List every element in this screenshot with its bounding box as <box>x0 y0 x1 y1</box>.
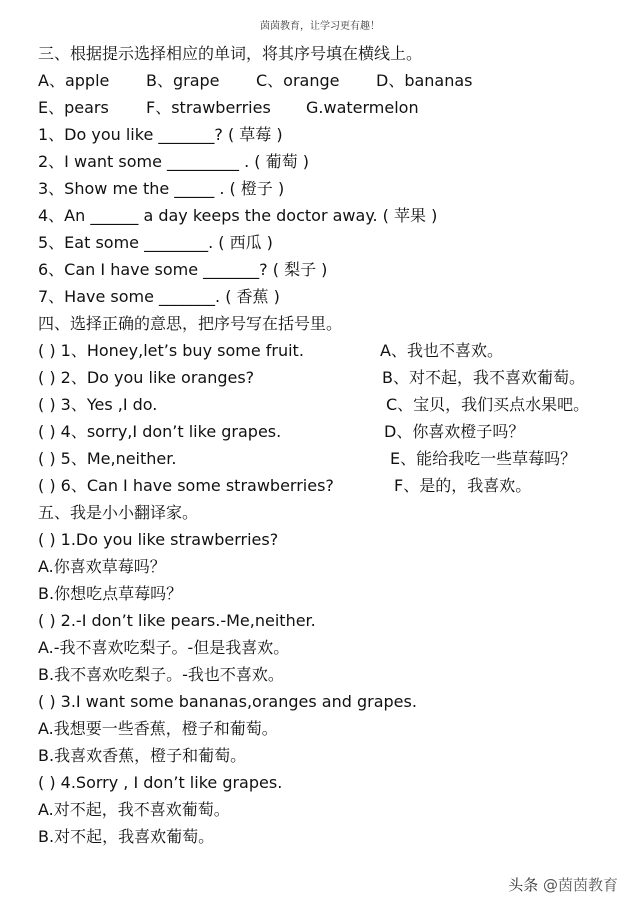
match-row-4 <box>38 420 618 444</box>
section-4-title: 四、选择正确的意思，把序号写在括号里。 <box>38 314 343 333</box>
page-header: 茵茵教育，让学习更有趣！ <box>260 21 380 32</box>
option-a: A、apple <box>38 71 110 90</box>
match-row-6 <box>38 474 618 498</box>
translate-q2-option-a: A.-我不喜欢吃梨子。-但是我喜欢。 <box>38 638 290 657</box>
option-f: F、strawberries <box>146 98 271 117</box>
match-answer-a: A、我也不喜欢。 <box>380 341 503 360</box>
match-question-4: ( ) 4、sorry,I don’t like grapes. <box>38 422 282 441</box>
translate-q2: ( ) 2.-I don’t like pears.-Me,neither. <box>38 611 316 630</box>
translate-q1: ( ) 1.Do you like strawberries? <box>38 530 279 549</box>
match-answer-e: E、能给我吃一些草莓吗？ <box>390 449 577 468</box>
match-question-2: ( ) 2、Do you like oranges? <box>38 368 255 387</box>
match-row-2 <box>38 366 618 390</box>
watermark <box>508 874 618 895</box>
match-answer-f: F、是的，我喜欢。 <box>394 476 532 495</box>
sec3-item-3: 3、Show me the _____ . ( 橙子 ) <box>38 179 285 198</box>
section-3-title: 三、根据提示选择相应的单词，将其序号填在横线上。 <box>38 44 423 63</box>
options-row-2 <box>38 96 608 120</box>
option-e: E、pears <box>38 98 109 117</box>
translate-q1-option-a: A.你喜欢草莓吗？ <box>38 557 166 576</box>
sec3-item-6: 6、Can I have some _______? ( 梨子 ) <box>38 260 328 279</box>
match-question-1: ( ) 1、Honey,let’s buy some fruit. <box>38 341 304 360</box>
translate-q4: ( ) 4.Sorry , I don’t like grapes. <box>38 773 283 792</box>
match-row-1 <box>38 339 618 363</box>
section-5-title: 五、我是小小翻译家。 <box>38 503 199 522</box>
options-row-1 <box>38 69 608 93</box>
match-row-5 <box>38 447 618 471</box>
match-answer-d: D、你喜欢橙子吗？ <box>384 422 525 441</box>
translate-q3: ( ) 3.I want some bananas,oranges and grapes. <box>38 692 417 711</box>
match-row-3 <box>38 393 618 417</box>
watermark-prefix: 头条 <box>508 876 539 894</box>
watermark-handle: @茵茵教育 <box>542 876 618 894</box>
option-c: C、orange <box>256 71 340 90</box>
translate-q2-option-b: B.我不喜欢吃梨子。-我也不喜欢。 <box>38 665 284 684</box>
sec3-item-7: 7、Have some _______. ( 香蕉 ) <box>38 287 280 306</box>
match-answer-b: B、对不起，我不喜欢葡萄。 <box>382 368 585 387</box>
sec3-item-5: 5、Eat some ________. ( 西瓜 ) <box>38 233 273 252</box>
translate-q1-option-b: B.你想吃点草莓吗？ <box>38 584 183 603</box>
option-d: D、bananas <box>376 71 473 90</box>
option-b: B、grape <box>146 71 220 90</box>
match-question-6: ( ) 6、Can I have some strawberries? <box>38 476 334 495</box>
match-question-3: ( ) 3、Yes ,I do. <box>38 395 158 414</box>
translate-q4-option-b: B.对不起，我喜欢葡萄。 <box>38 827 215 846</box>
translate-q3-option-a: A.我想要一些香蕉，橙子和葡萄。 <box>38 719 278 738</box>
option-g: G.watermelon <box>306 98 419 117</box>
sec3-item-1: 1、Do you like _______? ( 草莓 ) <box>38 125 283 144</box>
match-question-5: ( ) 5、Me,neither. <box>38 449 177 468</box>
translate-q3-option-b: B.我喜欢香蕉，橙子和葡萄。 <box>38 746 247 765</box>
sec3-item-4: 4、An ______ a day keeps the doctor away. ( 苹果 ) <box>38 206 438 225</box>
match-answer-c: C、宝贝，我们买点水果吧。 <box>386 395 590 414</box>
translate-q4-option-a: A.对不起，我不喜欢葡萄。 <box>38 800 230 819</box>
sec3-item-2: 2、I want some _________ . ( 葡萄 ) <box>38 152 309 171</box>
